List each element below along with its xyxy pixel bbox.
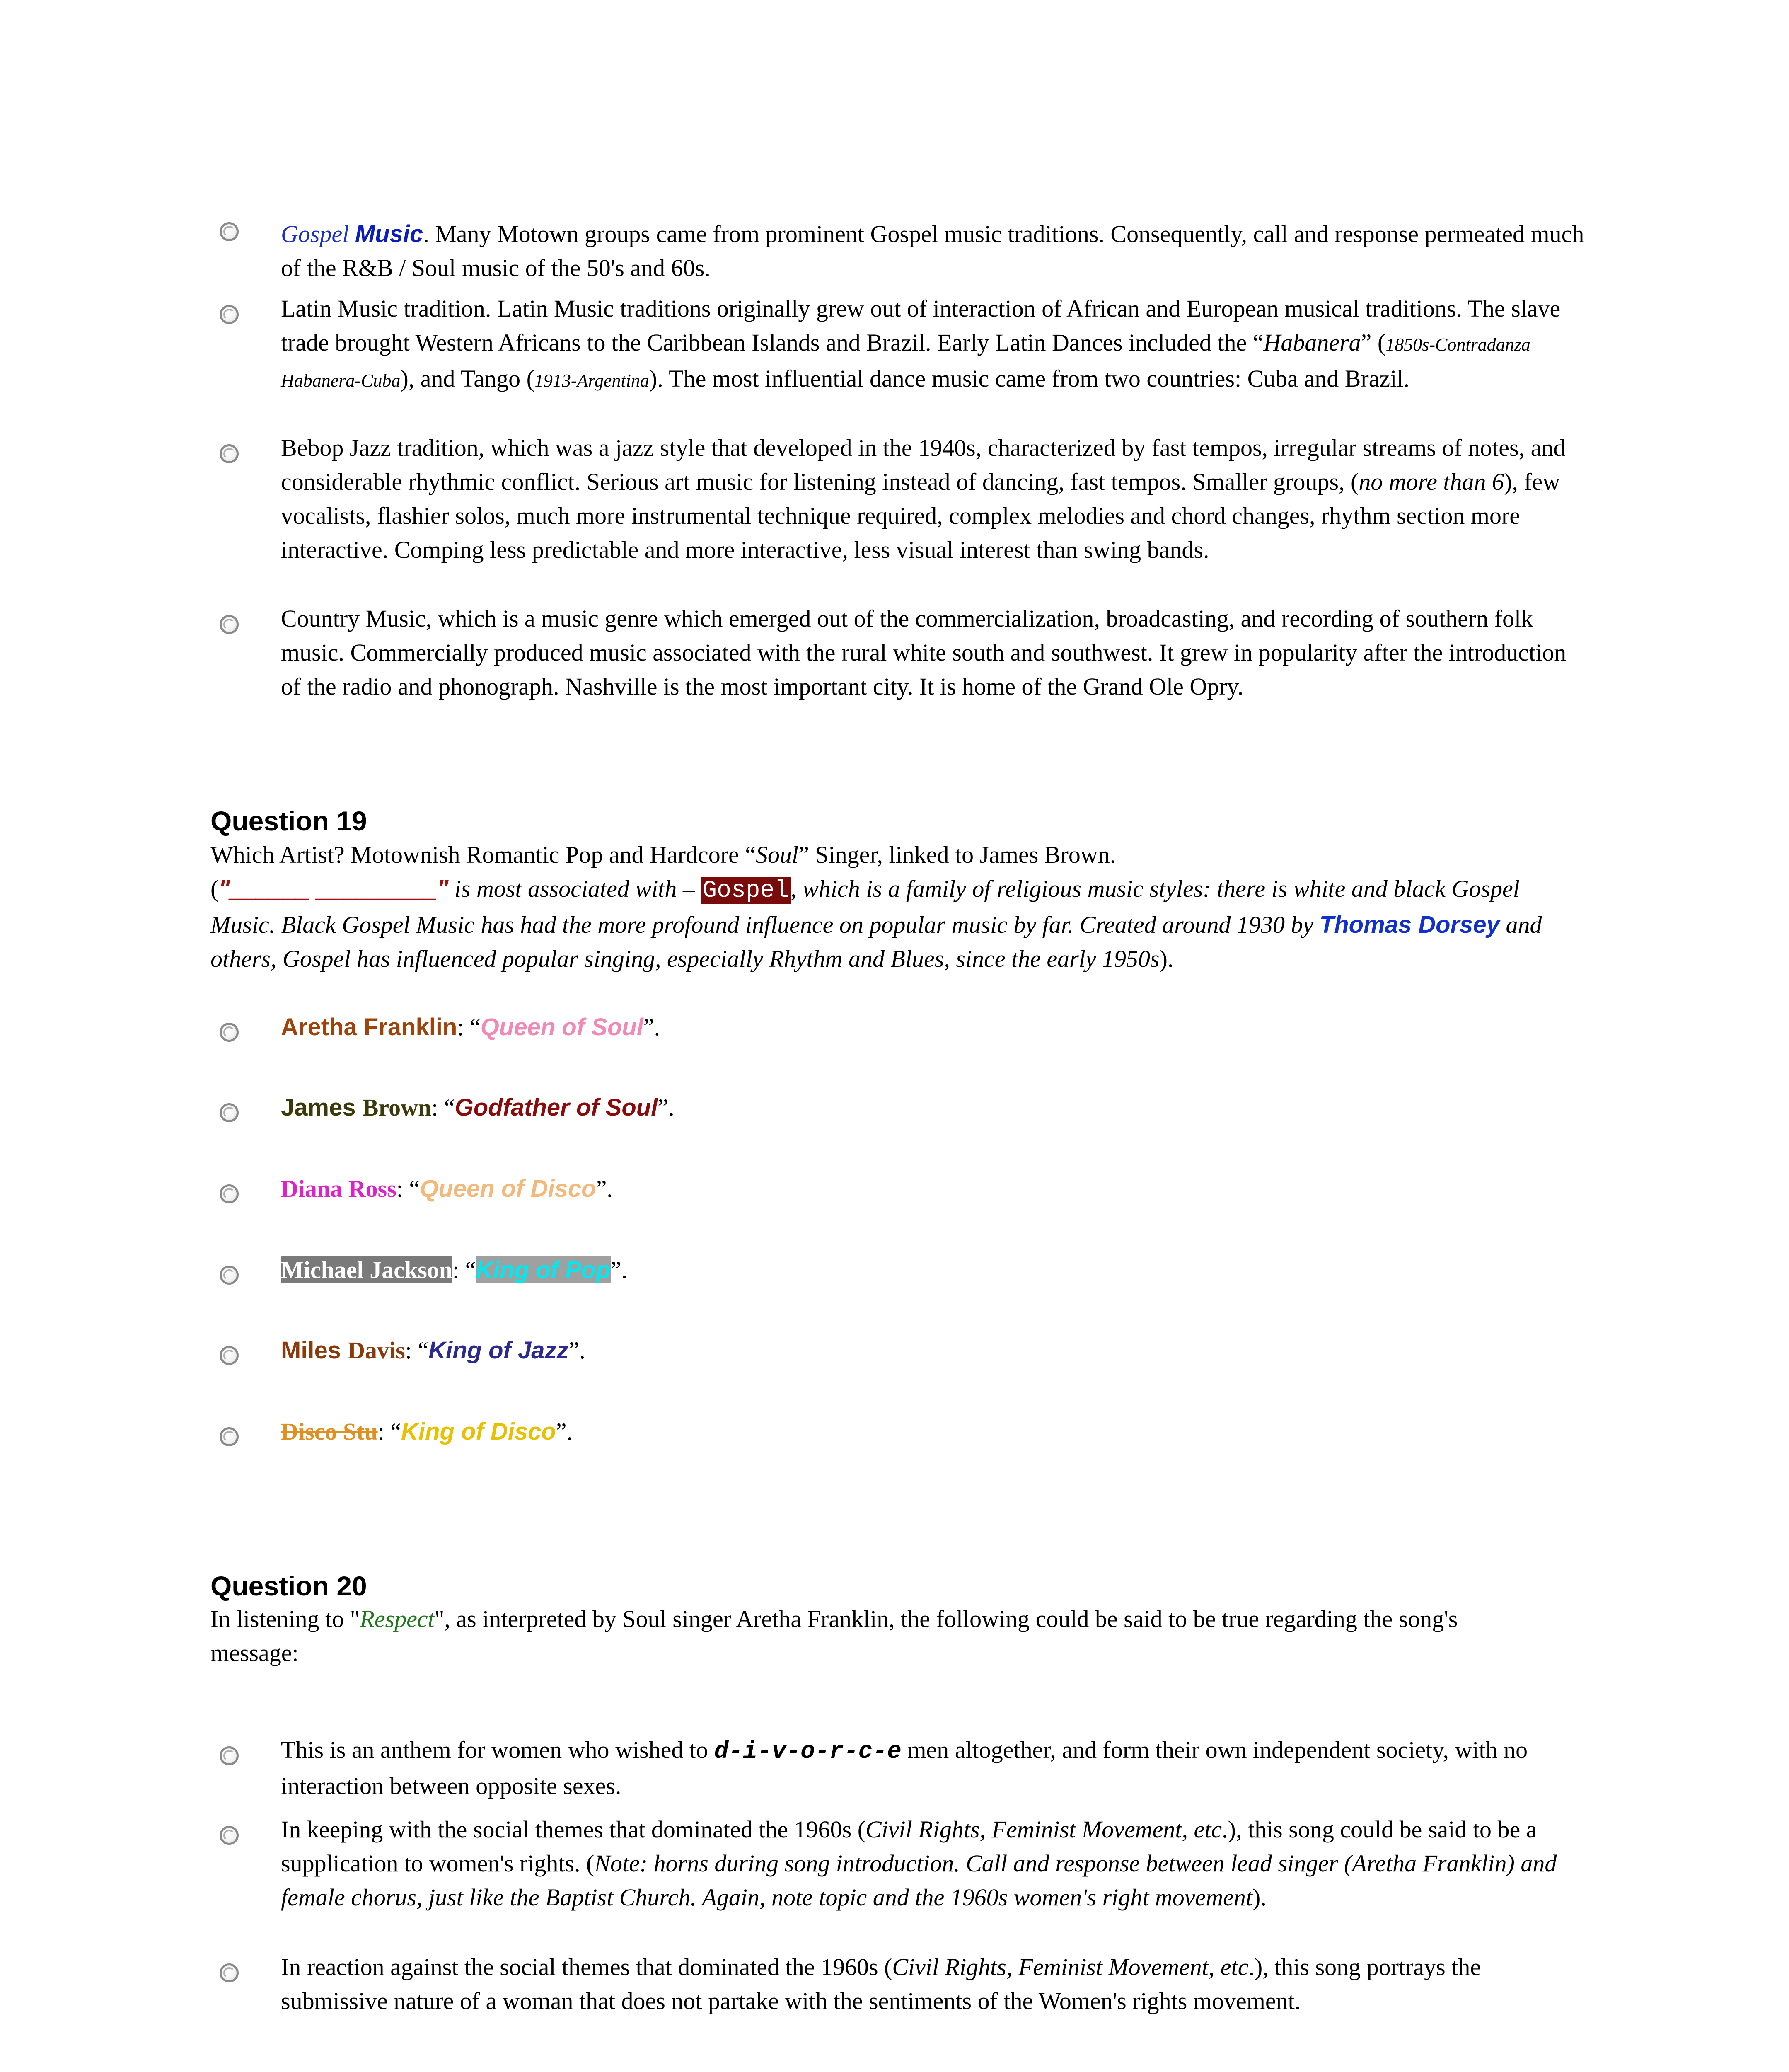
latin-text-3: ), and Tango ( [400,365,534,392]
q20-intro-b: ", as interpreted by Soul singer Aretha Franklin, the following could be said to be true regarding the song's message: [210,1605,1458,1666]
option-gospel-music[interactable] [281,217,1586,285]
gospel-label: Gospel [281,220,349,247]
end-diana: ”. [596,1175,613,1202]
divorce-word: d-i-v-o-r-c-e [714,1738,902,1765]
q19-line1-b: ” Singer, linked to James Brown. [798,841,1116,868]
option-james-brown[interactable] [281,1091,1586,1125]
title-king-of-jazz: King of Jazz [428,1337,569,1364]
radio-aretha-franklin[interactable] [220,1023,239,1042]
submissive-themes: Civil Rights, Feminist Movement, etc [892,1953,1249,1980]
radio-james-brown[interactable] [220,1103,239,1122]
artist-name-diana: Diana Ross [281,1175,396,1202]
radio-submissive[interactable] [220,1963,239,1982]
option-country-music[interactable] [281,602,1586,704]
question-19-prompt [210,838,1590,976]
q19-thomas-dorsey: Thomas Dorsey [1319,911,1500,938]
sep-disco: : “ [377,1418,401,1445]
country-text: Country Music, which is a music genre which emerged out of the commercialization, broadcasting, and recording of southern folk music. Commercially produced music associated with the rural white south and southwest. It grew in popularity after the introduction of the radio and phonograph. Nashville is the most important city. It is home of the Grand Ole Opry. [281,605,1567,700]
radio-gospel-music[interactable] [220,222,239,241]
title-king-of-disco: King of Disco [401,1418,556,1445]
q19-hint-open: ( [210,875,219,902]
option-womens-rights[interactable] [281,1813,1586,1915]
submissive-text-2: .), this song portrays the submissive nature of a woman that does not partake with the sentiments of the Women's rights movement. [281,1953,1481,2014]
option-miles-davis[interactable] [281,1334,1586,1368]
radio-womens-rights[interactable] [220,1826,239,1845]
radio-latin-music[interactable] [220,305,239,324]
bebop-text-1: Bebop Jazz tradition, which was a jazz style that developed in the 1940s, characterized by fast tempos, irregular streams of notes, and considerable rhythmic conflict. Serious art music for listening instead of dancing, fast tempos. Smaller groups, ( [281,434,1566,495]
sep-aretha: : “ [457,1014,481,1041]
end-aretha: ”. [643,1014,660,1041]
radio-michael-jackson[interactable] [220,1266,239,1285]
q19-hint-b: , which is a family of religious music styles: there is white and black Gospel Music. Black Gospel Music has had the more profound influence on popular music by far. Created around 1930 by [210,875,1520,938]
artist-name-miles: Miles [281,1337,348,1364]
rights-themes: Civil Rights, Feminist Movement, etc [865,1816,1222,1843]
question-19-heading: Question 19 [210,806,367,836]
title-godfather-of-soul: Godfather of Soul [455,1094,658,1121]
divorce-text-1: This is an anthem for women who wished to [281,1736,714,1763]
end-michael: ”. [610,1256,628,1283]
bebop-text-2: ), few vocalists, flashier solos, much more instrumental technique required, complex melodies and chord changes, rhythm section more interactive. Comping less predictable and more interactive, less visual interest than swing bands. [281,468,1560,563]
artist-name-aretha: Aretha Franklin [281,1014,457,1041]
artist-name-michael: Michael Jackson [281,1256,453,1283]
radio-divorce-anthem[interactable] [220,1746,239,1765]
radio-miles-davis[interactable] [220,1346,239,1365]
option-aretha-franklin[interactable] [281,1010,1586,1044]
tango-date: 1913-Argentina [534,370,649,391]
option-bebop-jazz[interactable] [281,431,1586,567]
title-king-of-pop: King of Pop [476,1256,611,1283]
option-divorce-anthem[interactable] [281,1733,1586,1803]
rights-note: Note: horns during song introduction. Call and response between lead singer (Aretha Franklin) and female chorus, just like the Baptist Church. Again, note topic and the 1960s women's right movement [281,1850,1557,1911]
option-latin-music[interactable] [281,292,1586,398]
option-submissive[interactable] [281,1950,1586,2018]
rights-text-2: .), this song could be said to be a supplication to women's rights. ( [281,1816,1537,1877]
title-queen-of-soul: Queen of Soul [480,1014,643,1041]
end-james: ”. [658,1094,675,1121]
question-20-heading: Question 20 [210,1571,367,1601]
radio-diana-ross[interactable] [220,1184,239,1203]
q19-soul-word: Soul [756,841,799,868]
title-queen-of-disco: Queen of Disco [420,1175,596,1202]
submissive-text-1: In reaction against the social themes that dominated the 1960s ( [281,1953,892,1980]
end-disco: ”. [556,1418,573,1445]
question-20-prompt [210,1602,1516,1670]
rights-text-1: In keeping with the social themes that dominated the 1960s ( [281,1816,866,1843]
artist-name-james: James [281,1094,363,1121]
q19-hint-a: is most associated with – [448,875,701,902]
radio-disco-stu[interactable] [220,1427,239,1446]
radio-bebop-jazz[interactable] [220,444,239,463]
divorce-text-2: men altogether, and form their own independent society, with no interaction between opposite sexes. [281,1736,1528,1799]
q19-hint-c: and others, Gospel has influenced popular singing, especially Rhythm and Blues, since the early 1950s [210,911,1542,972]
music-label: Music [355,220,423,247]
q20-respect: Respect [360,1605,435,1632]
rights-text-3: ). [1252,1884,1267,1911]
latin-text-1: Latin Music tradition. Latin Music traditions originally grew out of interaction of African and European musical traditions. The slave trade brought Western Africans to the Caribbean Islands and Brazil. Early Latin Dances included the “ [281,295,1561,356]
bebop-group-size: no more than 6 [1359,468,1504,495]
artist-name-disco-stu: Disco Stu [281,1418,378,1445]
q19-gospel-highlight: Gospel [701,877,791,904]
end-miles: ”. [568,1337,585,1364]
option-michael-jackson[interactable] [281,1253,1586,1287]
sep-michael: : “ [452,1256,476,1283]
option-disco-stu[interactable] [281,1415,1586,1449]
artist-surname-davis: Davis [348,1337,405,1364]
habanera-term: Habanera [1263,329,1361,356]
option-diana-ross[interactable] [281,1172,1586,1206]
latin-text-2: ” ( [1361,329,1386,356]
sep-miles: : “ [405,1337,429,1364]
radio-country-music[interactable] [220,615,239,634]
sep-diana: : “ [396,1175,420,1202]
habanera-date: 1850s-Contradanza Habanera-Cuba [281,334,1530,391]
q19-blank: "______ _________" [218,875,449,902]
sep-james: : “ [431,1094,455,1121]
latin-text-4: ). The most influential dance music came from two countries: Cuba and Brazil. [649,365,1409,392]
gospel-music-text: . Many Motown groups came from prominent Gospel music traditions. Consequently, call and response permeated much of the R&B / Soul music of the 50's and 60s. [281,220,1584,281]
q19-hint-close: ). [1159,945,1174,972]
q20-intro-a: In listening to " [210,1605,360,1632]
artist-surname-brown: Brown [362,1094,432,1121]
q19-line1-a: Which Artist? Motownish Romantic Pop and Hardcore “ [210,841,756,868]
